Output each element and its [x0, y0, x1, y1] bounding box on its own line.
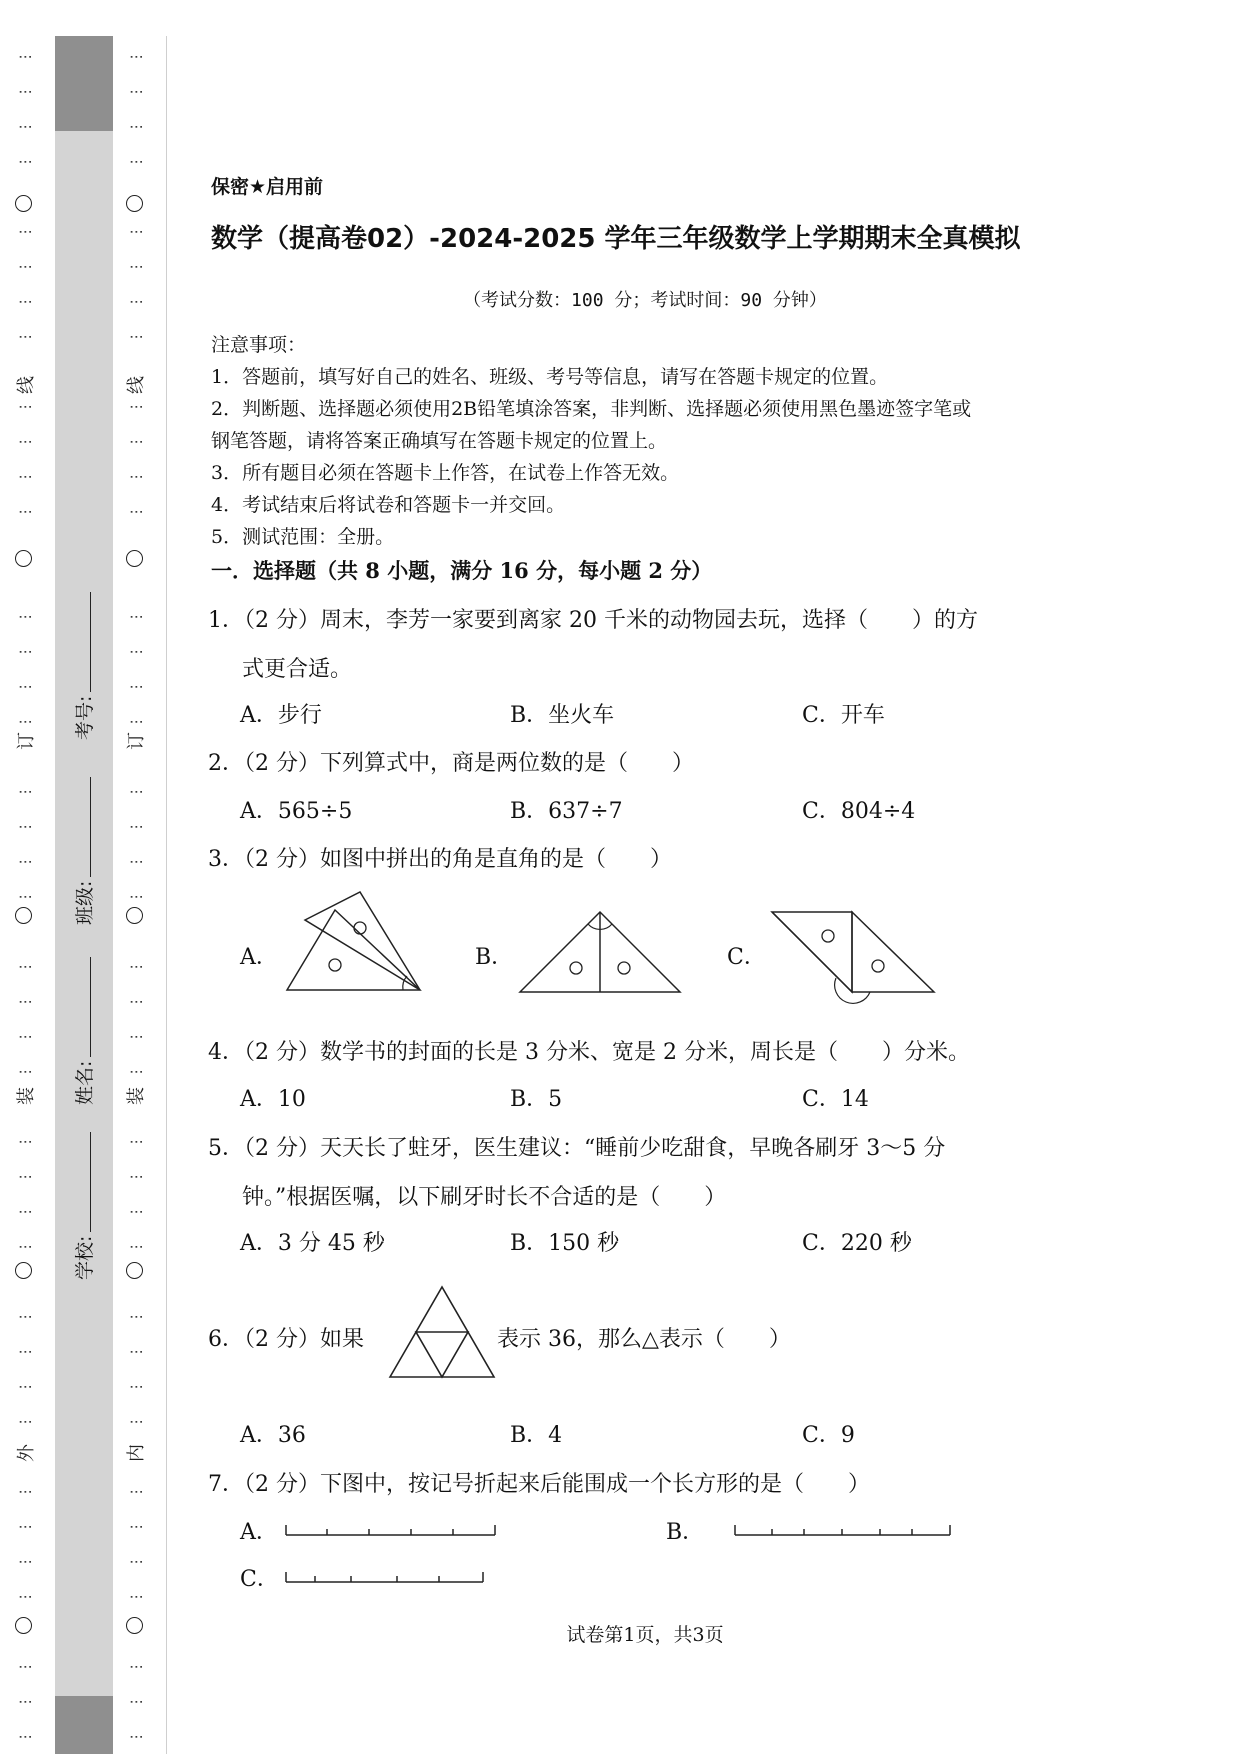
binding-dots: ⋮	[17, 120, 33, 136]
binding-dots: ⋮	[128, 855, 144, 871]
binding-dots: ⋮	[17, 260, 33, 276]
binding-dots: ⋮	[128, 1240, 144, 1256]
q4-option-c[interactable]: C．14	[802, 1087, 869, 1112]
binding-dots: ⋮	[17, 1030, 33, 1046]
note-item: 1．答题前，填写好自己的姓名、班级、考号等信息，请写在答题卡规定的位置。	[211, 366, 889, 388]
q4-option-b[interactable]: B．5	[510, 1087, 563, 1112]
binding-dots: ⋮	[17, 1205, 33, 1221]
binding-dots: ⋮	[128, 1660, 144, 1676]
q3-figure-a	[285, 888, 425, 998]
field-name[interactable]	[70, 957, 97, 1105]
question-1-text: 1．（2 分）周末，李芳一家要到离家 20 千米的动物园去玩，选择（ ）的方	[208, 608, 978, 633]
question-1-text-cont: 式更合适。	[242, 657, 353, 682]
field-class-label: 班级:	[74, 880, 96, 925]
binding-dots: ⋮	[128, 820, 144, 836]
binding-dots: ⋮	[17, 995, 33, 1011]
note-item: 4．考试结束后将试卷和答题卡一并交回。	[211, 494, 566, 516]
q1-option-c[interactable]: C．开车	[802, 703, 885, 728]
binding-dots: ⋮	[17, 820, 33, 836]
binding-hole-icon	[15, 195, 32, 212]
field-exam-number[interactable]	[70, 592, 97, 740]
binding-dots: ⋮	[17, 855, 33, 871]
binding-dots: ⋮	[128, 1310, 144, 1326]
binding-dots: ⋮	[17, 1520, 33, 1536]
q7-option-b[interactable]: B．	[666, 1520, 705, 1545]
binding-dots: ⋮	[17, 1485, 33, 1501]
binding-dots: ⋮	[128, 1415, 144, 1431]
binding-hole-icon	[15, 907, 32, 924]
binding-dots: ⋮	[17, 50, 33, 66]
binding-dots: ⋮	[17, 1660, 33, 1676]
q6-option-a[interactable]: A．36	[240, 1423, 306, 1448]
binding-dots: ⋮	[128, 225, 144, 241]
inner-mark-nei: 内	[126, 1444, 147, 1462]
inner-mark-zhuang: 装	[126, 1087, 147, 1105]
binding-dots: ⋮	[128, 435, 144, 451]
question-6-text-cont: 表示 36，那么△表示（ ）	[497, 1327, 791, 1352]
field-exam-number-label: 考号:	[74, 695, 96, 740]
binding-dots: ⋮	[128, 1065, 144, 1081]
question-2-text: 2．（2 分）下列算式中，商是两位数的是（ ）	[208, 751, 694, 776]
binding-dots: ⋮	[17, 960, 33, 976]
binding-dots: ⋮	[128, 505, 144, 521]
field-class[interactable]	[70, 777, 97, 925]
field-exam-number-line	[76, 592, 91, 692]
binding-dots: ⋮	[17, 645, 33, 661]
question-5-text: 5．（2 分）天天长了蛀牙，医生建议：“睡前少吃甜食，早晚各刷牙 3～5 分	[208, 1136, 946, 1161]
binding-dots: ⋮	[128, 1730, 144, 1746]
section-heading: 一．选择题（共 8 小题，满分 16 分，每小题 2 分）	[211, 558, 713, 583]
binding-dots: ⋮	[128, 85, 144, 101]
page-footer: 试卷第1页，共3页	[566, 1624, 724, 1646]
q7-option-c[interactable]: C．	[240, 1567, 279, 1592]
note-item: 3．所有题目必须在答题卡上作答，在试卷上作答无效。	[211, 462, 680, 484]
binding-dots: ⋮	[128, 120, 144, 136]
binding-dots: ⋮	[17, 785, 33, 801]
binding-dots: ⋮	[128, 400, 144, 416]
binding-dots: ⋮	[128, 1555, 144, 1571]
binding-dots: ⋮	[17, 435, 33, 451]
binding-dots: ⋮	[17, 85, 33, 101]
binding-dots: ⋮	[17, 225, 33, 241]
binding-dots: ⋮	[128, 645, 144, 661]
binding-hole-icon	[126, 1262, 143, 1279]
binding-dots: ⋮	[17, 330, 33, 346]
binding-dots: ⋮	[128, 610, 144, 626]
q2-option-a[interactable]: A．565÷5	[240, 799, 353, 824]
q5-option-c[interactable]: C．220 秒	[802, 1231, 912, 1256]
binding-dots: ⋮	[128, 155, 144, 171]
binding-dots: ⋮	[17, 1415, 33, 1431]
inner-mark-xian: 线	[126, 376, 147, 394]
q4-option-a[interactable]: A．10	[240, 1087, 306, 1112]
outer-mark-xian: 线	[16, 376, 37, 394]
q2-option-b[interactable]: B．637÷7	[510, 799, 623, 824]
notes-heading: 注意事项：	[211, 334, 307, 356]
binding-dots: ⋮	[17, 1310, 33, 1326]
binding-dots: ⋮	[128, 50, 144, 66]
binding-dots: ⋮	[128, 960, 144, 976]
binding-dots: ⋮	[17, 890, 33, 906]
binding-dots: ⋮	[128, 1590, 144, 1606]
field-name-label: 姓名:	[74, 1060, 96, 1105]
binding-dots: ⋮	[17, 1380, 33, 1396]
outer-mark-ding: 订	[16, 732, 37, 750]
binding-dots: ⋮	[17, 1695, 33, 1711]
binding-hole-icon	[126, 550, 143, 567]
inner-mark-ding: 订	[126, 732, 147, 750]
question-7-text: 7．（2 分）下图中，按记号折起来后能围成一个长方形的是（ ）	[208, 1472, 870, 1497]
q3-option-a[interactable]: A．	[240, 945, 278, 970]
binding-dots: ⋮	[128, 890, 144, 906]
q7-option-a[interactable]: A．	[240, 1520, 278, 1545]
binding-hole-icon	[15, 550, 32, 567]
binding-dots: ⋮	[128, 995, 144, 1011]
exam-title: 数学（提高卷02）-2024-2025 学年三年级数学上学期期末全真模拟	[211, 224, 1021, 254]
binding-dots: ⋮	[17, 400, 33, 416]
q7-figure-c	[285, 1568, 485, 1584]
q6-option-c[interactable]: C．9	[802, 1423, 855, 1448]
binding-dots: ⋮	[17, 715, 33, 731]
binding-dots: ⋮	[128, 1205, 144, 1221]
binding-dots: ⋮	[17, 1555, 33, 1571]
binding-dots: ⋮	[128, 715, 144, 731]
binding-hole-icon	[15, 1262, 32, 1279]
binding-band-top-block	[55, 36, 113, 131]
question-6-text: 6．（2 分）如果	[208, 1327, 364, 1352]
binding-dots: ⋮	[128, 295, 144, 311]
q3-option-b[interactable]: B．	[475, 945, 514, 970]
question-4-text: 4．（2 分）数学书的封面的长是 3 分米、宽是 2 分米，周长是（ ）分米。	[208, 1040, 970, 1065]
q1-option-b[interactable]: B．坐火车	[510, 703, 615, 728]
binding-dots: ⋮	[128, 1170, 144, 1186]
binding-hole-icon	[126, 907, 143, 924]
binding-dots: ⋮	[17, 505, 33, 521]
field-name-line	[76, 957, 91, 1057]
binding-dots: ⋮	[17, 1240, 33, 1256]
outer-mark-wai: 外	[16, 1444, 37, 1462]
binding-dots: ⋮	[17, 295, 33, 311]
note-item: 5．测试范围：全册。	[211, 526, 395, 548]
q1-option-a[interactable]: A．步行	[240, 703, 322, 728]
binding-dots: ⋮	[17, 1065, 33, 1081]
outer-mark-zhuang: 装	[16, 1087, 37, 1105]
binding-dots: ⋮	[128, 1345, 144, 1361]
binding-dots: ⋮	[17, 1135, 33, 1151]
field-school-label: 学校:	[74, 1235, 96, 1280]
binding-dots: ⋮	[128, 260, 144, 276]
binding-dots: ⋮	[128, 1135, 144, 1151]
binding-dots: ⋮	[128, 785, 144, 801]
binding-dots: ⋮	[128, 1380, 144, 1396]
binding-dots: ⋮	[128, 1030, 144, 1046]
field-school[interactable]	[70, 1132, 97, 1280]
note-item: 2．判断题、选择题必须使用2B铅笔填涂答案，非判断、选择题必须使用黑色墨迹签字笔或	[211, 398, 972, 420]
binding-dots: ⋮	[128, 1520, 144, 1536]
binding-hole-icon	[126, 195, 143, 212]
binding-dots: ⋮	[17, 470, 33, 486]
q7-figure-a	[285, 1521, 497, 1537]
question-3-text: 3．（2 分）如图中拼出的角是直角的是（ ）	[208, 847, 672, 872]
binding-dots: ⋮	[17, 155, 33, 171]
binding-dots: ⋮	[128, 1695, 144, 1711]
binding-dots: ⋮	[17, 1730, 33, 1746]
q6-option-b[interactable]: B．4	[510, 1423, 563, 1448]
binding-dots: ⋮	[128, 330, 144, 346]
binding-band-bottom-block	[55, 1696, 113, 1754]
note-item: 钢笔答题，请将答案正确填写在答题卡规定的位置上。	[211, 430, 668, 452]
binding-dots: ⋮	[17, 1170, 33, 1186]
binding-dots: ⋮	[128, 470, 144, 486]
q6-triangle-figure	[388, 1283, 496, 1379]
exam-subtitle: （考试分数：100 分；考试时间：90 分钟）	[463, 290, 827, 311]
q7-figure-b	[734, 1521, 952, 1537]
binding-dots: ⋮	[17, 610, 33, 626]
confidential-label: 保密★启用前	[211, 176, 324, 198]
field-class-line	[76, 777, 91, 877]
binding-dots: ⋮	[128, 680, 144, 696]
question-5-text-cont: 钟。”根据医嘱，以下刷牙时长不合适的是（ ）	[242, 1185, 727, 1210]
binding-dots: ⋮	[128, 1485, 144, 1501]
q2-option-c[interactable]: C．804÷4	[802, 799, 916, 824]
q3-figure-b	[518, 908, 683, 994]
binding-dots: ⋮	[17, 1345, 33, 1361]
field-school-line	[76, 1132, 91, 1232]
q3-figure-c	[770, 908, 936, 994]
binding-dots: ⋮	[17, 680, 33, 696]
q3-option-c[interactable]: C．	[727, 945, 766, 970]
q5-option-b[interactable]: B．150 秒	[510, 1231, 620, 1256]
binding-dots: ⋮	[17, 1590, 33, 1606]
q5-option-a[interactable]: A．3 分 45 秒	[240, 1231, 385, 1256]
